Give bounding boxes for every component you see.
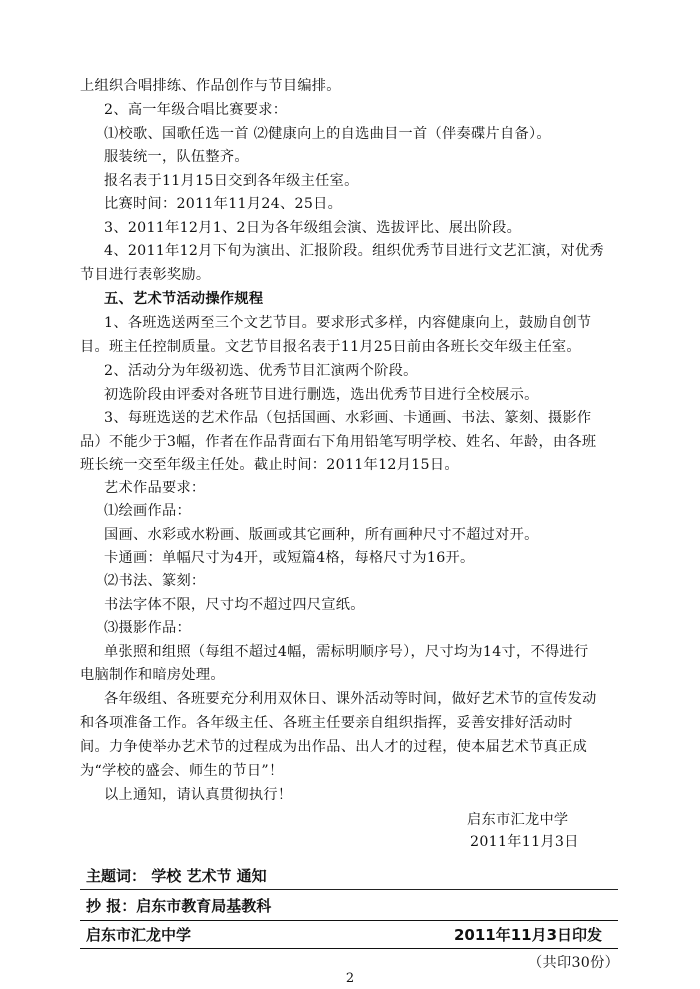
body-line: 比赛时间：2011年11月24、25日。 bbox=[104, 196, 343, 212]
body-line: 和各项准备工作。各年级主任、各班主任要亲自组织指挥，妥善安排好活动时 bbox=[80, 715, 573, 731]
copies-count: （共印30份） bbox=[528, 955, 620, 971]
body-line: 卡通画：单幅尺寸为4开，或短篇4格，每格尺寸为16开。 bbox=[104, 550, 475, 566]
body-line: 为“学校的盛会、师生的节日”！ bbox=[80, 763, 284, 779]
subject-words: 主题词： 学校 艺术节 通知 bbox=[86, 867, 267, 885]
body-line: 间。力争使举办艺术节的过程成为出作品、出人才的过程，使本届艺术节真正成 bbox=[80, 739, 588, 755]
body-line: ⑶摄影作品： bbox=[104, 620, 191, 636]
page-number: 2 bbox=[345, 971, 355, 986]
print-date: 2011年11月3日印发 bbox=[454, 926, 603, 944]
body-line: 目。班主任控制质量。文艺节目报名表于11月25日前由各班长交年级主任室。 bbox=[80, 339, 581, 355]
body-line: 3、每班选送的艺术作品（包括国画、水彩画、卡通画、书法、篆刻、摄影作 bbox=[104, 410, 592, 426]
body-line: ⑴绘画作品： bbox=[104, 503, 191, 519]
body-line: 各年级组、各班要充分利用双休日、课外活动等时间，做好艺术节的宣传发动 bbox=[104, 691, 597, 707]
body-line: 单张照和组照（每组不超过4幅，需标明顺序号），尺寸均为14寸，不得进行 bbox=[104, 644, 589, 660]
body-line: 国画、水彩或水粉画、版画或其它画种，所有画种尺寸不超过对开。 bbox=[104, 527, 539, 543]
cc-line: 抄 报：启东市教育局基教科 bbox=[86, 897, 272, 915]
body-line: 2、高一年级合唱比赛要求： bbox=[104, 102, 288, 118]
body-line: 4、2011年12月下旬为演出、汇报阶段。组织优秀节目进行文艺汇演，对优秀 bbox=[104, 243, 604, 259]
body-line: 电脑制作和暗房处理。 bbox=[80, 667, 225, 683]
body-line: 品）不能少于3幅，作者在作品背面右下角用铅笔写明学校、姓名、年龄，由各班 bbox=[80, 434, 597, 450]
body-line: 书法字体不限，尺寸均不超过四尺宣纸。 bbox=[104, 597, 365, 613]
body-line: 艺术作品要求： bbox=[104, 480, 206, 496]
body-line: 1、各班选送两至三个文艺节目。要求形式多样，内容健康向上，鼓励自创节 bbox=[104, 315, 592, 331]
body-line: 3、2011年12月1、2日为各年级组会演、选拔评比、展出阶段。 bbox=[104, 220, 522, 236]
footer-divider bbox=[80, 920, 618, 921]
body-line: 节目进行表彰奖励。 bbox=[80, 267, 211, 283]
issuer: 启东市汇龙中学 bbox=[86, 926, 192, 944]
body-line: 以上通知，请认真贯彻执行！ bbox=[104, 787, 293, 803]
body-line: ⑴校歌、国歌任选一首 ⑵健康向上的自选曲目一首（伴奏碟片自备）。 bbox=[104, 126, 551, 142]
section-heading: 五、艺术节活动操作规程 bbox=[104, 291, 264, 307]
footer-divider bbox=[80, 889, 618, 890]
body-line: 报名表于11月15日交到各年级主任室。 bbox=[104, 173, 359, 189]
signature-date: 2011年11月3日 bbox=[470, 834, 579, 850]
body-line: 服装统一，队伍整齐。 bbox=[104, 149, 249, 165]
body-line: 2、活动分为年级初选、优秀节目汇演两个阶段。 bbox=[104, 363, 418, 379]
body-line: 班长统一交至年级主任处。截止时间：2011年12月15日。 bbox=[80, 457, 459, 473]
footer-divider bbox=[80, 948, 618, 949]
signature-school: 启东市汇龙中学 bbox=[467, 812, 569, 828]
body-line: ⑵书法、篆刻： bbox=[104, 573, 206, 589]
body-line: 初选阶段由评委对各班节目进行删选，选出优秀节目进行全校展示。 bbox=[104, 387, 539, 403]
body-line: 上组织合唱排练、作品创作与节目编排。 bbox=[80, 78, 341, 94]
